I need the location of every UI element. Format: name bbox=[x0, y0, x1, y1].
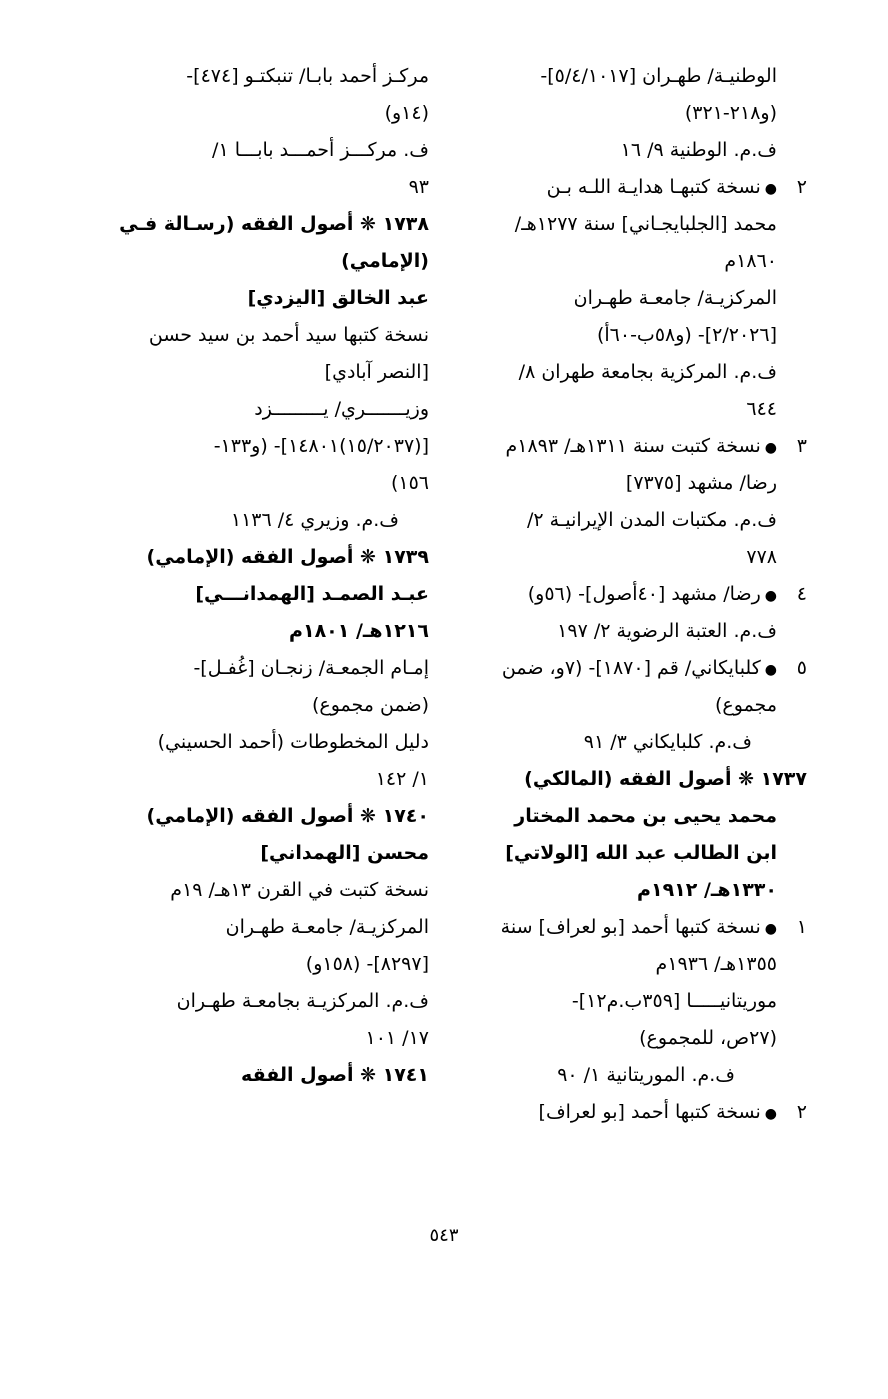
left-column-line bbox=[74, 243, 429, 280]
bullet-icon: ● bbox=[764, 181, 777, 197]
line-text: مجموع) bbox=[715, 694, 777, 716]
line-text: ف.م. مكتبات المدن الإيرانيـة ٢/ bbox=[526, 509, 777, 531]
bullet-icon: ● bbox=[764, 921, 777, 937]
right-column-line bbox=[452, 502, 807, 539]
left-column-line bbox=[74, 872, 429, 909]
line-text: [٨٢٩٧]- (١٥٨و) bbox=[305, 953, 429, 975]
entry-number: ٢ bbox=[796, 1101, 807, 1123]
line-text: ف.م. المركزيـة بجامعـة طهـران bbox=[176, 990, 429, 1012]
line-text: ف.م. الموريتانية ١/ ٩٠ bbox=[557, 1064, 735, 1086]
left-column-line bbox=[74, 539, 429, 576]
line-text: [النصر آبادي] bbox=[324, 361, 429, 383]
right-column-line bbox=[452, 1020, 807, 1057]
line-text: إمـام الجمعـة/ زنجـان [غُفـل]- bbox=[193, 657, 429, 679]
line-text: محمد يحيى بن محمد المختار bbox=[514, 805, 777, 827]
line-text: ابن الطالب عبد الله [الولاتي] bbox=[505, 842, 777, 864]
right-column-line bbox=[452, 169, 807, 206]
line-text: ف.م. وزيري ٤/ ١١٣٦ bbox=[230, 509, 399, 531]
left-column-line bbox=[74, 650, 429, 687]
line-text: نسخة كتبت في القرن ١٣هـ/ ١٩م bbox=[170, 879, 429, 901]
right-column-line bbox=[452, 835, 807, 872]
right-column-line bbox=[452, 95, 807, 132]
right-column-line bbox=[452, 761, 807, 798]
right-column-line bbox=[452, 613, 807, 650]
left-column-line bbox=[74, 835, 429, 872]
right-column-line bbox=[452, 724, 807, 761]
line-text: كلبايكاني/ قم [١٨٧٠]- (٧و، ضمن bbox=[501, 657, 761, 679]
line-text: رضا/ مشهد [٧٣٧٥] bbox=[625, 472, 777, 494]
line-text: (و٢١٨-٣٢١) bbox=[684, 102, 777, 124]
right-column-line bbox=[452, 391, 807, 428]
line-text: (١٤و) bbox=[384, 102, 429, 124]
bullet-icon: ● bbox=[764, 1106, 777, 1122]
line-text: ١٣٥٥هـ/ ١٩٣٦م bbox=[655, 953, 777, 975]
left-column-line bbox=[74, 95, 429, 132]
line-text: ١/ ١٤٢ bbox=[375, 768, 429, 790]
left-column-line bbox=[74, 58, 429, 95]
line-text: [(١٥/٢٠٣٧)١٤٨٠١]- (و١٣٣- bbox=[213, 435, 429, 457]
left-column-line bbox=[74, 317, 429, 354]
left-column-line bbox=[74, 132, 429, 169]
entry-number: ٢ bbox=[796, 176, 807, 198]
right-column bbox=[452, 58, 807, 1131]
line-text: ١٧٣٩ ❋ أصول الفقه (الإمامي) bbox=[146, 546, 429, 568]
line-text: ف. مركـــز أحمـــد بابـــا ١/ bbox=[212, 139, 429, 161]
right-column-line bbox=[452, 243, 807, 280]
line-text: ف.م. المركزية بجامعة طهران ٨/ bbox=[518, 361, 777, 383]
left-column-line bbox=[74, 909, 429, 946]
right-column-line bbox=[452, 354, 807, 391]
entry-number: ٣ bbox=[796, 435, 807, 457]
left-column-line bbox=[74, 280, 429, 317]
entry-number: ٤ bbox=[796, 583, 807, 605]
line-text: الوطنيـة/ طهـران [٥/٤/١٠١٧]- bbox=[540, 65, 777, 87]
right-column-line bbox=[452, 983, 807, 1020]
left-column-line bbox=[74, 983, 429, 1020]
left-column-line bbox=[74, 206, 429, 243]
right-column-line bbox=[452, 280, 807, 317]
line-text: عبـد الصمـد [الهمدانـــي] bbox=[195, 583, 429, 605]
right-column-line bbox=[452, 317, 807, 354]
line-text: ١٥٦) bbox=[390, 472, 429, 494]
right-column-line bbox=[452, 428, 807, 465]
line-text: ١٧٣٧ ❋ أصول الفقه (المالكي) bbox=[524, 768, 807, 790]
line-text: موريتانيـــــا [٣٥٩ب.م١٢]- bbox=[571, 990, 777, 1012]
line-text: ٧٧٨ bbox=[746, 546, 777, 568]
right-column-line bbox=[452, 650, 807, 687]
right-column-line bbox=[452, 1057, 807, 1094]
right-column-line bbox=[452, 946, 807, 983]
right-column-line bbox=[452, 206, 807, 243]
line-text: ١٧٤١ ❋ أصول الفقه bbox=[241, 1064, 429, 1086]
line-text: نسخة كتبها أحمد [بو لعراف] سنة bbox=[500, 916, 761, 938]
right-column-line bbox=[452, 798, 807, 835]
bullet-icon: ● bbox=[764, 588, 777, 604]
line-text: رضا/ مشهد [٤٠أصول]- (٥٦و) bbox=[527, 583, 761, 605]
line-text: نسخة كتبت سنة ١٣١١هـ/ ١٨٩٣م bbox=[505, 435, 761, 457]
left-column-line bbox=[74, 576, 429, 613]
bullet-icon: ● bbox=[764, 662, 777, 678]
entry-number: ١ bbox=[796, 916, 807, 938]
left-column-line bbox=[74, 1057, 429, 1094]
line-text: ١٧٤٠ ❋ أصول الفقه (الإمامي) bbox=[146, 805, 429, 827]
left-column-line bbox=[74, 502, 429, 539]
left-column-line bbox=[74, 391, 429, 428]
line-text: [٢/٢٠٢٦]- (و٥٨ب-٦٠أ) bbox=[596, 324, 777, 346]
line-text: محمد [الجلبايجـاني] سنة ١٢٧٧هـ/ bbox=[514, 213, 777, 235]
bullet-icon: ● bbox=[764, 440, 777, 456]
line-text: ١٧٣٨ ❋ أصول الفقه (رسـالة فـي bbox=[119, 213, 429, 235]
right-column-line bbox=[452, 58, 807, 95]
line-text: ٦٤٤ bbox=[746, 398, 777, 420]
page-number: ٥٤٣ bbox=[429, 1225, 459, 1246]
line-text: دليل المخطوطات (أحمد الحسيني) bbox=[157, 731, 429, 753]
left-column bbox=[74, 58, 429, 1094]
line-text: (ضمن مجموع) bbox=[311, 694, 429, 716]
entry-number: ٥ bbox=[796, 657, 807, 679]
line-text: (الإمامي) bbox=[341, 250, 429, 272]
line-text: مركـز أحمد بابـا/ تنبكتـو [٤٧٤]- bbox=[186, 65, 429, 87]
line-text: نسخة كتبها سيد أحمد بن سيد حسن bbox=[148, 324, 429, 346]
right-column-line bbox=[452, 576, 807, 613]
left-column-line bbox=[74, 354, 429, 391]
right-column-line bbox=[452, 909, 807, 946]
line-text: نسخة كتبهـا هدايـة اللـه بـن bbox=[546, 176, 761, 198]
line-text: عبد الخالق [اليزدي] bbox=[247, 287, 429, 309]
line-text: ١٣٣٠هـ/ ١٩١٢م bbox=[637, 879, 777, 901]
right-column-line bbox=[452, 872, 807, 909]
line-text: ١٧/ ١٠١ bbox=[365, 1027, 429, 1049]
left-column-line bbox=[74, 613, 429, 650]
left-column-line bbox=[74, 169, 429, 206]
line-text: ١٢١٦هـ/ ١٨٠١م bbox=[289, 620, 429, 642]
right-column-line bbox=[452, 539, 807, 576]
right-column-line bbox=[452, 1094, 807, 1131]
line-text: ٩٣ bbox=[408, 176, 429, 198]
left-column-line bbox=[74, 428, 429, 465]
right-column-line bbox=[452, 465, 807, 502]
line-text: نسخة كتبها أحمد [بو لعراف] bbox=[538, 1101, 761, 1123]
line-text: المركزيـة/ جامعـة طهـران bbox=[225, 916, 429, 938]
left-column-line bbox=[74, 687, 429, 724]
line-text: ف.م. العتبة الرضوية ٢/ ١٩٧ bbox=[557, 620, 777, 642]
right-column-line bbox=[452, 132, 807, 169]
line-text: ف.م. كلبايكاني ٣/ ٩١ bbox=[583, 731, 752, 753]
right-column-line bbox=[452, 687, 807, 724]
left-column-line bbox=[74, 946, 429, 983]
left-column-line bbox=[74, 1020, 429, 1057]
line-text: وزيـــــــري/ يـــــــــزد bbox=[254, 398, 429, 420]
left-column-line bbox=[74, 724, 429, 761]
left-column-line bbox=[74, 465, 429, 502]
line-text: المركزيـة/ جامعـة طهـران bbox=[573, 287, 777, 309]
left-column-line bbox=[74, 798, 429, 835]
left-column-line bbox=[74, 761, 429, 798]
line-text: محسن [الهمداني] bbox=[260, 842, 429, 864]
line-text: (٢٧ص، للمجموع) bbox=[639, 1027, 777, 1049]
line-text: ١٨٦٠م bbox=[724, 250, 777, 272]
line-text: ف.م. الوطنية ٩/ ١٦ bbox=[620, 139, 777, 161]
